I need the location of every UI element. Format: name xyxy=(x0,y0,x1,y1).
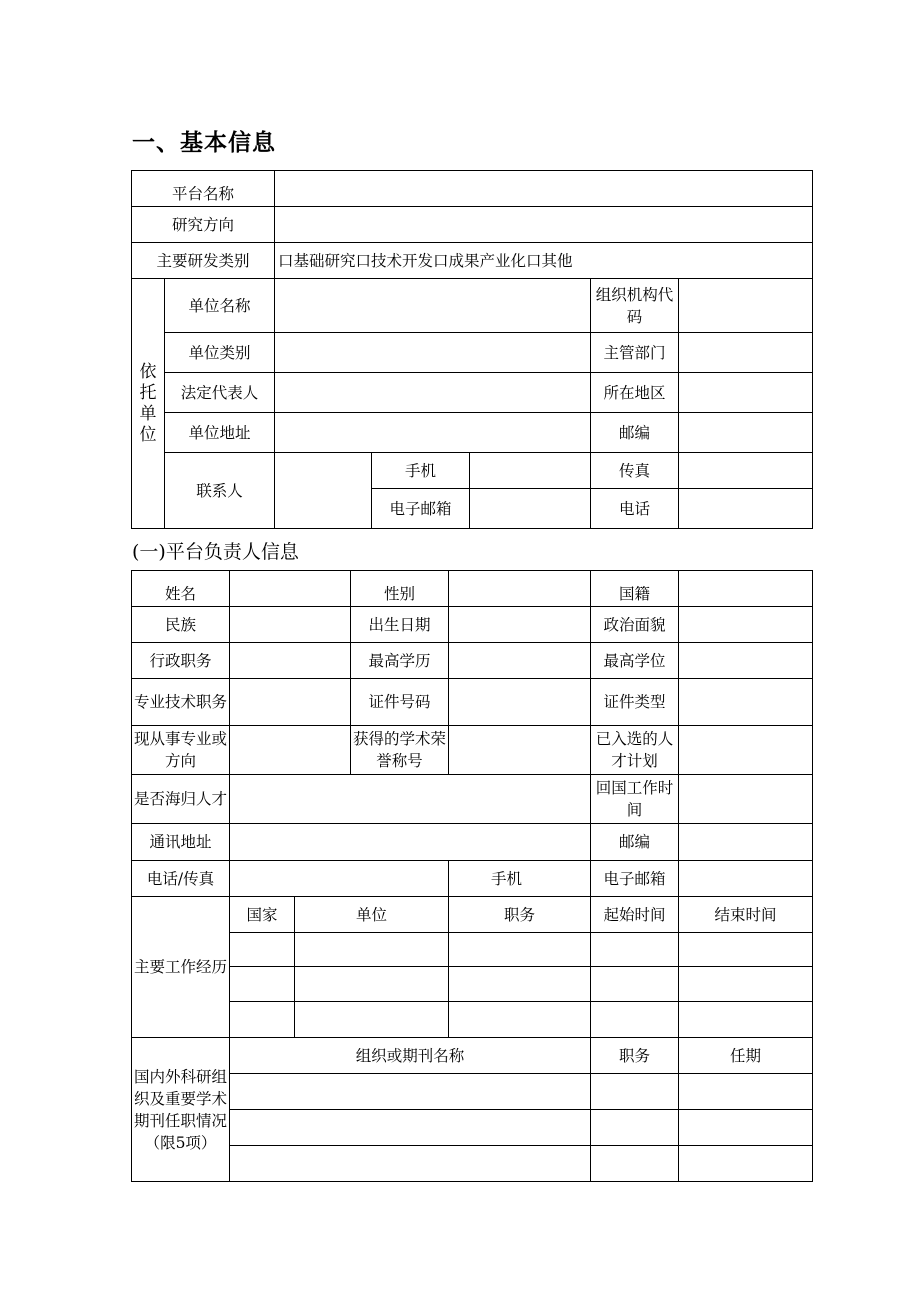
work-header-position: 职务 xyxy=(449,897,591,933)
org-code-field[interactable] xyxy=(679,279,813,333)
work-cell[interactable] xyxy=(449,933,591,967)
label-leader-email: 电子邮箱 xyxy=(591,861,679,897)
political-status-field[interactable] xyxy=(679,607,813,643)
id-number-field[interactable] xyxy=(449,679,591,726)
label-current-field: 现从事专业或方向 xyxy=(132,726,230,775)
work-cell[interactable] xyxy=(295,967,449,1002)
label-work-experience: 主要工作经历 xyxy=(132,897,230,1038)
label-gender: 性别 xyxy=(351,571,449,607)
label-academic-honor: 获得的学术荣誉称号 xyxy=(351,726,449,775)
label-org-positions: 国内外科研组织及重要学术期刊任职情况（限5项） xyxy=(132,1038,230,1182)
work-header-country: 国家 xyxy=(230,897,295,933)
label-org-code: 组织机构代码 xyxy=(591,279,679,333)
label-nationality: 国籍 xyxy=(591,571,679,607)
label-birth-date: 出生日期 xyxy=(351,607,449,643)
postcode-field[interactable] xyxy=(679,413,813,453)
research-direction-field[interactable] xyxy=(275,207,813,243)
work-cell[interactable] xyxy=(591,967,679,1002)
org-cell[interactable] xyxy=(591,1110,679,1146)
highest-degree-field[interactable] xyxy=(679,643,813,679)
org-cell[interactable] xyxy=(591,1074,679,1110)
highest-education-field[interactable] xyxy=(449,643,591,679)
work-cell[interactable] xyxy=(295,933,449,967)
label-id-type: 证件类型 xyxy=(591,679,679,726)
org-cell[interactable] xyxy=(591,1146,679,1182)
fax-field[interactable] xyxy=(679,453,813,489)
legal-rep-field[interactable] xyxy=(275,373,591,413)
current-field-field[interactable] xyxy=(230,726,351,775)
contact-field[interactable] xyxy=(275,453,372,529)
work-cell[interactable] xyxy=(679,967,813,1002)
work-cell[interactable] xyxy=(230,967,295,1002)
label-id-number: 证件号码 xyxy=(351,679,449,726)
work-cell[interactable] xyxy=(679,933,813,967)
work-header-start: 起始时间 xyxy=(591,897,679,933)
academic-honor-field[interactable] xyxy=(449,726,591,775)
mobile-field[interactable] xyxy=(470,453,591,489)
rd-category-options[interactable]: 口基础研究口技术开发口成果产业化口其他 xyxy=(275,243,813,279)
label-leader-mobile: 手机 xyxy=(449,861,591,897)
work-cell[interactable] xyxy=(679,1002,813,1038)
label-email: 电子邮箱 xyxy=(372,489,470,529)
work-cell[interactable] xyxy=(230,933,295,967)
return-time-field[interactable] xyxy=(679,775,813,824)
label-legal-rep: 法定代表人 xyxy=(165,373,275,413)
label-ethnicity: 民族 xyxy=(132,607,230,643)
name-field[interactable] xyxy=(230,571,351,607)
label-postcode: 邮编 xyxy=(591,413,679,453)
unit-type-field[interactable] xyxy=(275,333,591,373)
label-leader-postcode: 邮编 xyxy=(591,824,679,861)
supervisor-field[interactable] xyxy=(679,333,813,373)
org-header-name: 组织或期刊名称 xyxy=(230,1038,591,1074)
work-cell[interactable] xyxy=(230,1002,295,1038)
label-admin-position: 行政职务 xyxy=(132,643,230,679)
org-cell[interactable] xyxy=(679,1074,813,1110)
region-field[interactable] xyxy=(679,373,813,413)
leader-info-table xyxy=(131,570,813,1182)
work-cell[interactable] xyxy=(591,933,679,967)
label-main-rd-category: 主要研发类别 xyxy=(132,243,275,279)
unit-address-field[interactable] xyxy=(275,413,591,453)
birth-date-field[interactable] xyxy=(449,607,591,643)
talent-plan-field[interactable] xyxy=(679,726,813,775)
section-title-basic-info: 一、基本信息 xyxy=(132,130,276,156)
returnee-field[interactable] xyxy=(230,775,591,824)
email-field[interactable] xyxy=(470,489,591,529)
org-cell[interactable] xyxy=(679,1146,813,1182)
label-host-unit: 依托单位 xyxy=(132,279,165,529)
label-phone-fax: 电话/传真 xyxy=(132,861,230,897)
label-phone: 电话 xyxy=(591,489,679,529)
label-platform-name: 平台名称 xyxy=(132,171,275,207)
label-mail-address: 通讯地址 xyxy=(132,824,230,861)
label-talent-plan: 已入选的人才计划 xyxy=(591,726,679,775)
leader-postcode-field[interactable] xyxy=(679,824,813,861)
leader-email-field[interactable] xyxy=(679,861,813,897)
work-header-end: 结束时间 xyxy=(679,897,813,933)
ethnicity-field[interactable] xyxy=(230,607,351,643)
label-unit-address: 单位地址 xyxy=(165,413,275,453)
label-contact: 联系人 xyxy=(165,453,275,529)
org-cell[interactable] xyxy=(230,1074,591,1110)
work-cell[interactable] xyxy=(591,1002,679,1038)
tech-title-field[interactable] xyxy=(230,679,351,726)
org-header-position: 职务 xyxy=(591,1038,679,1074)
admin-position-field[interactable] xyxy=(230,643,351,679)
mail-address-field[interactable] xyxy=(230,824,591,861)
org-cell[interactable] xyxy=(230,1110,591,1146)
work-cell[interactable] xyxy=(295,1002,449,1038)
work-header-unit: 单位 xyxy=(295,897,449,933)
basic-info-table xyxy=(131,170,813,529)
gender-field[interactable] xyxy=(449,571,591,607)
label-political-status: 政治面貌 xyxy=(591,607,679,643)
nationality-field[interactable] xyxy=(679,571,813,607)
label-supervisor: 主管部门 xyxy=(591,333,679,373)
org-cell[interactable] xyxy=(679,1110,813,1146)
org-cell[interactable] xyxy=(230,1146,591,1182)
label-name: 姓名 xyxy=(132,571,230,607)
section-title-leader-info: (一)平台负责人信息 xyxy=(132,541,299,563)
label-highest-degree: 最高学位 xyxy=(591,643,679,679)
org-header-term: 任期 xyxy=(679,1038,813,1074)
label-research-direction: 研究方向 xyxy=(132,207,275,243)
label-tech-title: 专业技术职务 xyxy=(132,679,230,726)
id-type-field[interactable] xyxy=(679,679,813,726)
label-unit-name: 单位名称 xyxy=(165,279,275,333)
label-highest-education: 最高学历 xyxy=(351,643,449,679)
work-cell[interactable] xyxy=(449,967,591,1002)
platform-name-field[interactable] xyxy=(275,171,813,207)
phone-fax-field[interactable] xyxy=(230,861,449,897)
label-region: 所在地区 xyxy=(591,373,679,413)
label-returnee: 是否海归人才 xyxy=(132,775,230,824)
label-mobile: 手机 xyxy=(372,453,470,489)
work-cell[interactable] xyxy=(449,1002,591,1038)
label-return-time: 回国工作时间 xyxy=(591,775,679,824)
label-fax: 传真 xyxy=(591,453,679,489)
label-unit-type: 单位类别 xyxy=(165,333,275,373)
phone-field[interactable] xyxy=(679,489,813,529)
unit-name-field[interactable] xyxy=(275,279,591,333)
